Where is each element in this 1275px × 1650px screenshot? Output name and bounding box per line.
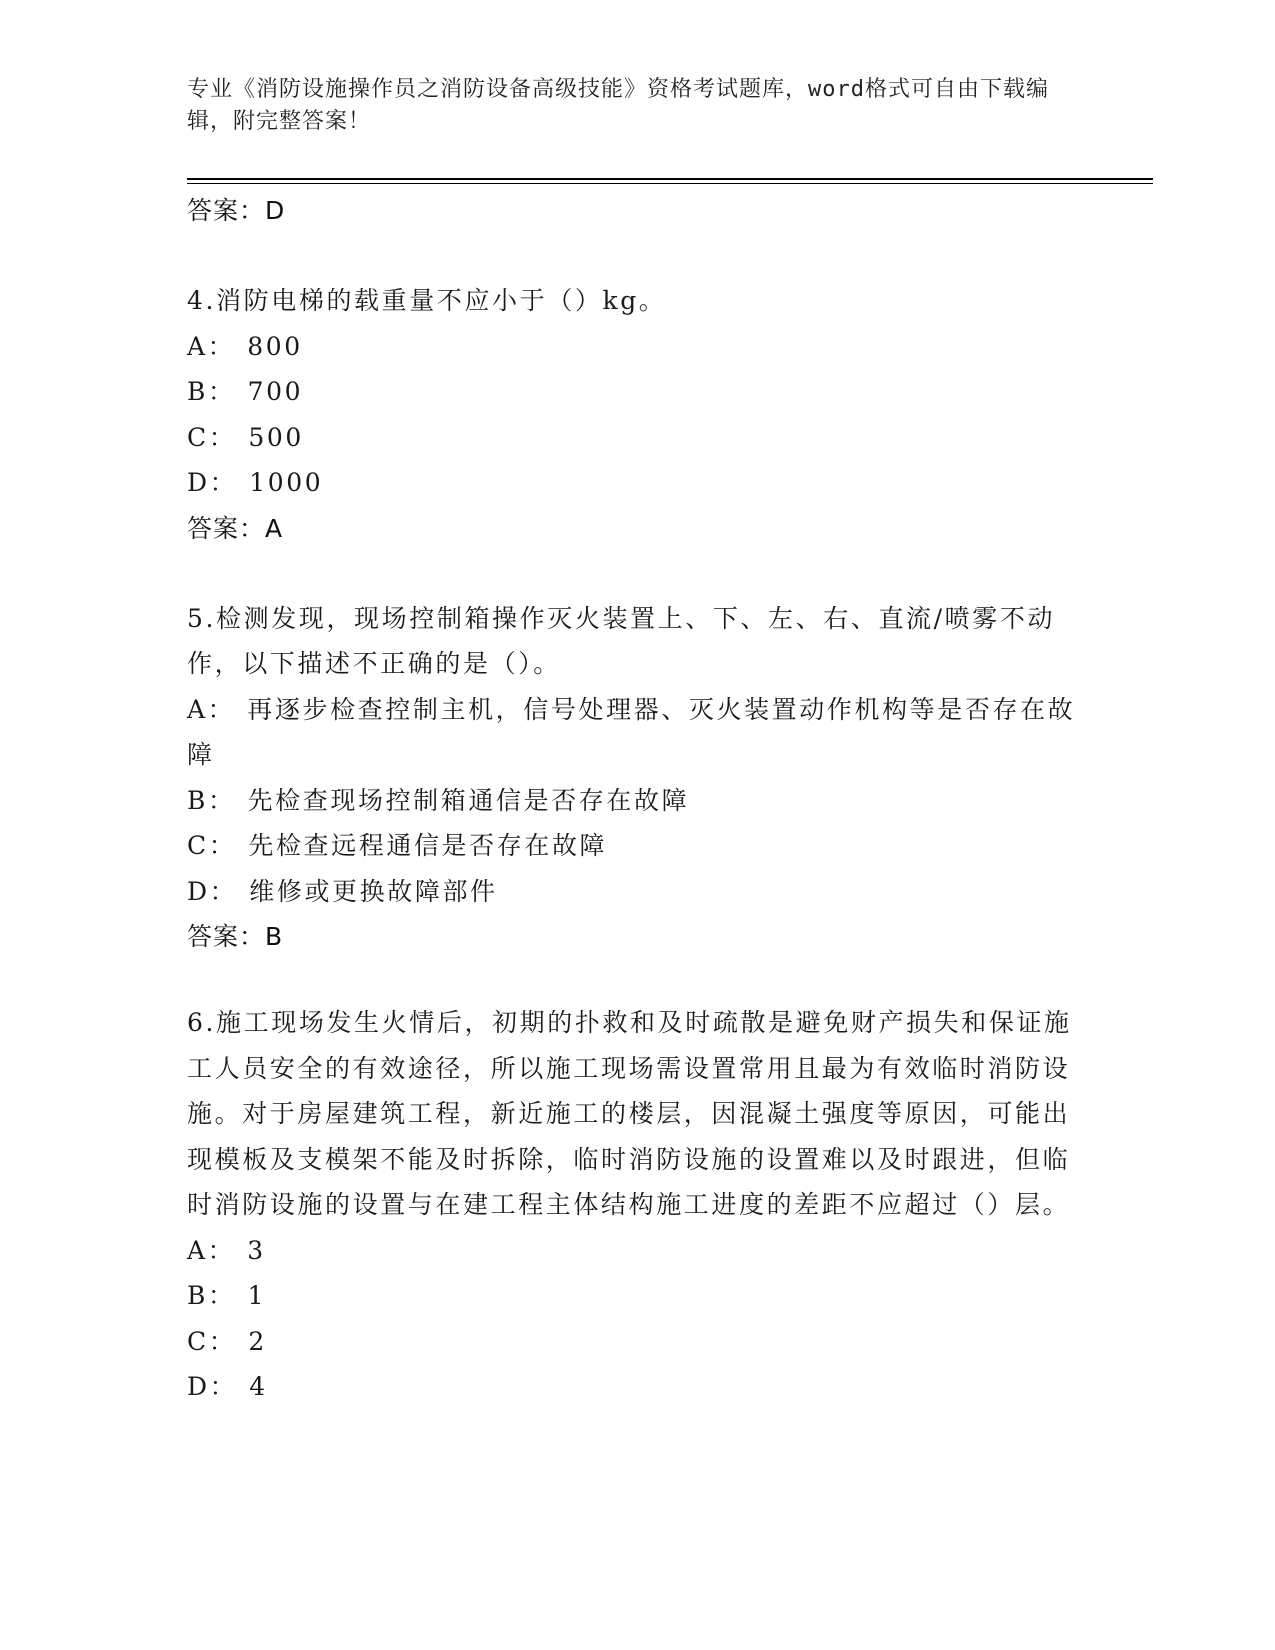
- option-a: [187, 324, 1087, 370]
- option-text: 再逐步检查控制主机，信号处理器、灭火装置动作机构等是否存在故障: [187, 694, 1076, 769]
- option-c: [187, 823, 1087, 869]
- option-c: [187, 415, 1087, 461]
- option-text: 先检查远程通信是否存在故障: [248, 831, 608, 860]
- option-text: 700: [247, 377, 304, 406]
- answer-line: 答案：B: [187, 922, 284, 951]
- option-text: 2: [248, 1326, 267, 1356]
- option-key: A：: [187, 331, 236, 361]
- header-divider: [187, 178, 1153, 180]
- question-6: [187, 1000, 1087, 1410]
- option-key: D：: [187, 468, 238, 497]
- header-divider-thin: [187, 183, 1153, 184]
- option-text: 500: [248, 422, 304, 452]
- option-text: 1000: [249, 468, 324, 497]
- question-list: [187, 188, 1087, 1410]
- answer-line: 答案：A: [187, 513, 284, 543]
- answer-line: 答案：D: [187, 196, 286, 225]
- option-text: 4: [249, 1372, 268, 1401]
- option-key: B：: [187, 785, 236, 815]
- option-a: [187, 1228, 1087, 1274]
- page-header: 专业《消防设施操作员之消防设备高级技能》资格考试题库，word格式可自由下载编辑，附完整答案！: [187, 77, 1049, 134]
- option-a: [187, 687, 1087, 778]
- option-key: B：: [187, 377, 236, 406]
- question-4: [187, 278, 1087, 552]
- option-d: [187, 460, 1087, 506]
- option-b: [187, 778, 1087, 824]
- option-text: 维修或更换故障部件: [249, 876, 498, 906]
- option-text: 1: [247, 1281, 267, 1310]
- option-key: A：: [187, 1235, 236, 1265]
- option-key: C：: [187, 1326, 237, 1356]
- question-5: [187, 596, 1087, 961]
- option-d: [187, 1364, 1087, 1410]
- option-d: [187, 869, 1087, 915]
- option-text: 800: [247, 331, 303, 361]
- option-c: [187, 1319, 1087, 1365]
- option-text: 3: [247, 1235, 266, 1265]
- question-stem: 5.检测发现，现场控制箱操作灭火装置上、下、左、右、直流/喷雾不动作，以下描述不正确的是（）。: [187, 603, 1056, 678]
- option-key: A：: [187, 694, 236, 724]
- option-text: 先检查现场控制箱通信是否存在故障: [247, 785, 690, 815]
- option-key: C：: [187, 831, 237, 860]
- option-key: C：: [187, 422, 237, 452]
- option-key: D：: [187, 876, 238, 906]
- option-b: [187, 369, 1087, 415]
- option-key: D：: [187, 1372, 238, 1401]
- question-stem: 4.消防电梯的载重量不应小于（）kg。: [187, 286, 667, 315]
- question-stem: 6.施工现场发生火情后，初期的扑救和及时疏散是避免财产损失和保证施工人员安全的有效途径，所以施工现场需设置常用且最为有效临时消防设施。对于房屋建筑工程，新近施工的楼层，因混凝土强度等原因，可能出现模板及支模架不能及时拆除，临时消防设施的设置难以及时跟进，但临时消防设施的设置与在建工程主体结构施工进度的差距不应超过（）层。: [187, 1008, 1072, 1219]
- option-key: B：: [187, 1281, 236, 1310]
- option-b: [187, 1273, 1087, 1319]
